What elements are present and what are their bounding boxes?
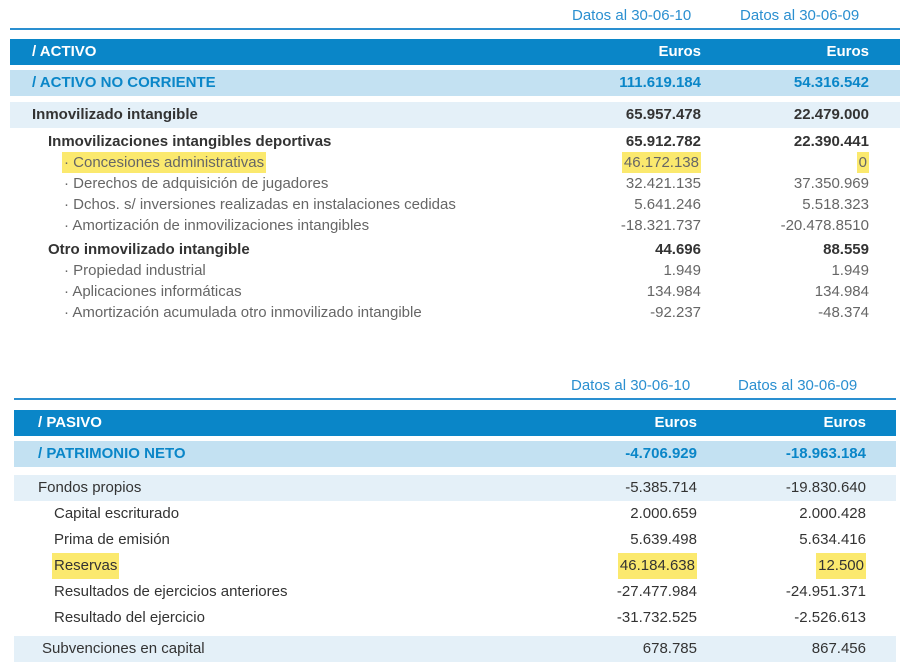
patrimonio-neto-row bbox=[14, 441, 896, 467]
row-value-2010: 44.696 bbox=[655, 241, 701, 258]
divider bbox=[14, 398, 896, 400]
row-label: Reservas bbox=[52, 553, 119, 579]
row-value-2009: -48.374 bbox=[818, 304, 869, 321]
row-value-2010: 46.184.638 bbox=[618, 553, 697, 579]
pasivo-date-header bbox=[14, 370, 896, 400]
row-value-2010: 65.957.478 bbox=[625, 106, 701, 123]
activo-date-header bbox=[10, 0, 900, 30]
row-label: Inmovilizaciones intangibles deportivas bbox=[48, 133, 332, 150]
row-label: Otro inmovilizado intangible bbox=[48, 241, 250, 258]
table-row bbox=[10, 173, 900, 194]
table-row bbox=[10, 302, 900, 323]
pasivo-header-col2: Euros bbox=[823, 414, 866, 431]
pasivo-date-2010: Datos al 30-06-10 bbox=[571, 377, 691, 394]
row-label: · Amortización de inmovilizaciones intangibles bbox=[64, 217, 370, 234]
table-row bbox=[10, 102, 900, 128]
row-label: Resultado del ejercicio bbox=[54, 609, 205, 626]
row-label: · Amortización acumulada otro inmovilizado intangible bbox=[64, 304, 422, 321]
row-value-2009: 22.390.441 bbox=[793, 133, 869, 150]
row-value-2009: 5.634.416 bbox=[799, 531, 866, 548]
patrimonio-neto-v2: -18.963.184 bbox=[785, 445, 866, 462]
table-row bbox=[14, 579, 896, 605]
row-label: Inmovilizado intangible bbox=[32, 106, 198, 123]
row-value-2009: 5.518.323 bbox=[802, 196, 869, 213]
row-value-2010: -92.237 bbox=[650, 304, 701, 321]
row-label: Capital escriturado bbox=[54, 505, 180, 522]
row-label: Subvenciones en capital bbox=[42, 640, 205, 657]
table-row-highlighted bbox=[14, 553, 896, 579]
row-label: Prima de emisión bbox=[54, 531, 170, 548]
row-value-2010: 2.000.659 bbox=[630, 505, 697, 522]
activo-date-2009: Datos al 30-06-09 bbox=[740, 7, 860, 24]
row-value-2010: 32.421.135 bbox=[625, 175, 701, 192]
pasivo-header-label: / PASIVO bbox=[38, 414, 102, 431]
table-row bbox=[14, 636, 896, 662]
table-row bbox=[10, 215, 900, 236]
row-label: · Aplicaciones informáticas bbox=[64, 283, 242, 300]
table-row bbox=[14, 527, 896, 553]
pasivo-header-row bbox=[14, 410, 896, 436]
patrimonio-neto-v1: -4.706.929 bbox=[625, 445, 697, 462]
activo-header-label: / ACTIVO bbox=[32, 43, 97, 60]
row-value-2010: 134.984 bbox=[646, 283, 701, 300]
activo-no-corriente-label: / ACTIVO NO CORRIENTE bbox=[32, 74, 216, 91]
row-value-2009: 0 bbox=[858, 154, 867, 171]
patrimonio-neto-label: / PATRIMONIO NETO bbox=[38, 445, 186, 462]
divider bbox=[10, 28, 900, 30]
activo-table bbox=[10, 0, 900, 323]
pasivo-date-2009: Datos al 30-06-09 bbox=[738, 377, 858, 394]
table-row bbox=[10, 131, 900, 152]
activo-no-corriente-v1: 111.619.184 bbox=[619, 74, 701, 91]
row-value-2010: -31.732.525 bbox=[616, 609, 697, 626]
activo-no-corriente-row bbox=[10, 70, 900, 96]
row-value-2009: 12.500 bbox=[816, 553, 866, 579]
row-value-2009: -2.526.613 bbox=[794, 609, 866, 626]
table-row-highlighted bbox=[10, 152, 900, 173]
row-label: · Derechos de adquisición de jugadores bbox=[64, 175, 329, 192]
row-label: Fondos propios bbox=[38, 479, 142, 496]
activo-header-col2: Euros bbox=[826, 43, 869, 60]
row-value-2010: 678.785 bbox=[642, 640, 697, 657]
pasivo-table bbox=[14, 370, 896, 662]
row-value-2010: -18.321.737 bbox=[620, 217, 701, 234]
row-label: Resultados de ejercicios anteriores bbox=[54, 583, 288, 600]
row-value-2010: 1.949 bbox=[663, 262, 701, 279]
row-value-2010: 5.639.498 bbox=[630, 531, 697, 548]
row-value-2009: -24.951.371 bbox=[785, 583, 866, 600]
row-value-2009: 2.000.428 bbox=[799, 505, 866, 522]
row-value-2010: 65.912.782 bbox=[625, 133, 701, 150]
table-row bbox=[14, 475, 896, 501]
row-label: · Concesiones administrativas bbox=[64, 154, 265, 171]
row-value-2010: 5.641.246 bbox=[634, 196, 701, 213]
row-value-2009: 37.350.969 bbox=[793, 175, 869, 192]
activo-header-row bbox=[10, 39, 900, 65]
row-label: · Propiedad industrial bbox=[64, 262, 206, 279]
row-value-2010: -5.385.714 bbox=[625, 479, 697, 496]
table-row bbox=[10, 260, 900, 281]
row-value-2009: 867.456 bbox=[811, 640, 866, 657]
row-value-2009: 134.984 bbox=[814, 283, 869, 300]
table-row bbox=[14, 501, 896, 527]
row-value-2009: 22.479.000 bbox=[793, 106, 869, 123]
row-value-2009: -20.478.8510 bbox=[780, 217, 869, 234]
row-value-2010: 46.172.138 bbox=[623, 154, 699, 171]
table-row bbox=[10, 194, 900, 215]
table-row bbox=[14, 605, 896, 631]
row-value-2010: -27.477.984 bbox=[616, 583, 697, 600]
row-label: · Dchos. s/ inversiones realizadas en instalaciones cedidas bbox=[64, 196, 456, 213]
row-value-2009: 88.559 bbox=[823, 241, 869, 258]
table-row bbox=[10, 281, 900, 302]
activo-date-2010: Datos al 30-06-10 bbox=[572, 7, 692, 24]
activo-no-corriente-v2: 54.316.542 bbox=[793, 74, 869, 91]
row-value-2009: 1.949 bbox=[831, 262, 869, 279]
activo-header-col1: Euros bbox=[658, 43, 701, 60]
row-value-2009: -19.830.640 bbox=[785, 479, 866, 496]
table-row bbox=[10, 239, 900, 260]
pasivo-header-col1: Euros bbox=[654, 414, 697, 431]
